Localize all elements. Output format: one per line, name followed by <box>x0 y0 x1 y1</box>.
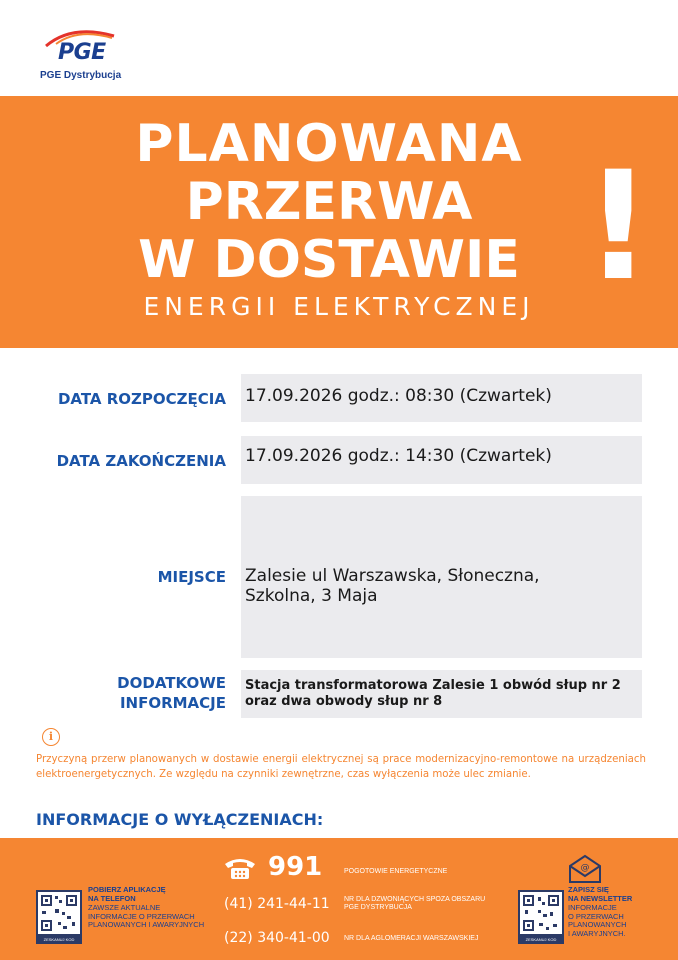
extra-info-label-line-2: INFORMACJE <box>119 694 226 712</box>
pge-logo <box>40 24 130 84</box>
end-date-box <box>241 436 642 484</box>
outage-info-heading: INFORMACJE O WYŁĄCZENIACH: <box>36 810 324 829</box>
qr-caption-right: ZESKANUJ KOD <box>518 936 564 944</box>
app-body-line-1: ZAWSZE AKTUALNE <box>88 903 161 912</box>
hero-title-line-3: W DOSTAWIE <box>138 230 520 290</box>
footer-contact-bar <box>0 838 678 960</box>
newsletter-title-line-1: ZAPISZ SIĘ <box>568 885 609 894</box>
newsletter-body-line-2: O PRZERWACH <box>568 911 624 921</box>
phone-number-3: (22) 340-41-00 <box>224 930 330 946</box>
extra-info-box <box>241 670 642 718</box>
newsletter-qr-code-icon[interactable] <box>518 890 564 936</box>
logo-subtitle: PGE Dystrybucja <box>40 70 122 81</box>
disclaimer-note: Przyczyną przerw planowanych w dostawie energii elektrycznej są prace modernizacyjno-remontowe na urządzeniach elektroenergetycznych. Ze względu na czynniki zewnętrzne, czas wyłączenia może ulec zmianie. <box>36 754 646 780</box>
hero-title-line-2: PRZERWA <box>185 172 473 232</box>
start-date-box <box>241 374 642 422</box>
envelope-icon <box>568 854 602 884</box>
hero-banner <box>0 96 678 348</box>
phone-number-2: (41) 241-44-11 <box>224 896 330 912</box>
extra-info-label-line-1: DODATKOWE <box>117 674 226 692</box>
info-icon: i <box>42 728 60 746</box>
app-title-line-2: NA TELEFON <box>88 893 136 903</box>
app-title-line-1: POBIERZ APLIKACJĘ <box>88 885 166 894</box>
place-label: MIEJSCE <box>157 568 226 586</box>
newsletter-body-line-3: PLANOWANYCH <box>568 920 627 929</box>
app-body-line-2: INFORMACJE O PRZERWACH <box>88 911 195 921</box>
emergency-number-desc: POGOTOWIE ENERGETYCZNE <box>344 868 448 875</box>
end-date-label: DATA ZAKOŃCZENIA <box>56 452 226 470</box>
app-qr-code-icon[interactable] <box>36 890 82 936</box>
svg-text:@: @ <box>580 863 590 873</box>
end-date-value: 17.09.2026 godz.: 14:30 (Czwartek) <box>245 446 552 466</box>
phone-number-2-desc-line-2: PGE DYSTRYBUCJA <box>344 904 412 911</box>
exclamation-icon: ! <box>584 140 653 314</box>
logo-brand: PGE <box>58 40 106 65</box>
place-value-line-1: Zalesie ul Warszawska, Słoneczna, <box>245 566 540 586</box>
start-date-label: DATA ROZPOCZĘCIA <box>57 390 226 408</box>
hero-subtitle: ENERGII ELEKTRYCZNEJ <box>143 292 535 321</box>
phone-number-3-desc: NR DLA AGLOMERACJI WARSZAWSKIEJ <box>344 935 479 942</box>
emergency-number: 991 <box>268 852 323 882</box>
extra-info-line-1: Stacja transformatorowa Zalesie 1 obwód słup nr 2 <box>245 678 621 693</box>
phone-number-2-desc-line-1: NR DLA DZWONIĄCYCH SPOZA OBSZARU <box>344 896 486 903</box>
extra-info-line-2: oraz dwa obwody słup nr 8 <box>245 694 443 709</box>
hero-title-line-1: PLANOWANA <box>135 114 523 174</box>
newsletter-body-line-1: INFORMACJE <box>568 903 617 912</box>
app-body-line-3: PLANOWANYCH I AWARYJNYCH <box>88 920 205 929</box>
place-box <box>241 496 642 658</box>
telephone-icon <box>222 856 258 880</box>
place-value-line-2: Szkolna, 3 Maja <box>245 586 378 606</box>
qr-caption-left: ZESKANUJ KOD <box>36 936 82 944</box>
start-date-value: 17.09.2026 godz.: 08:30 (Czwartek) <box>245 386 552 406</box>
newsletter-title-line-2: NA NEWSLETTER <box>568 893 633 903</box>
newsletter-body-line-4: I AWARYJNYCH. <box>568 928 626 938</box>
